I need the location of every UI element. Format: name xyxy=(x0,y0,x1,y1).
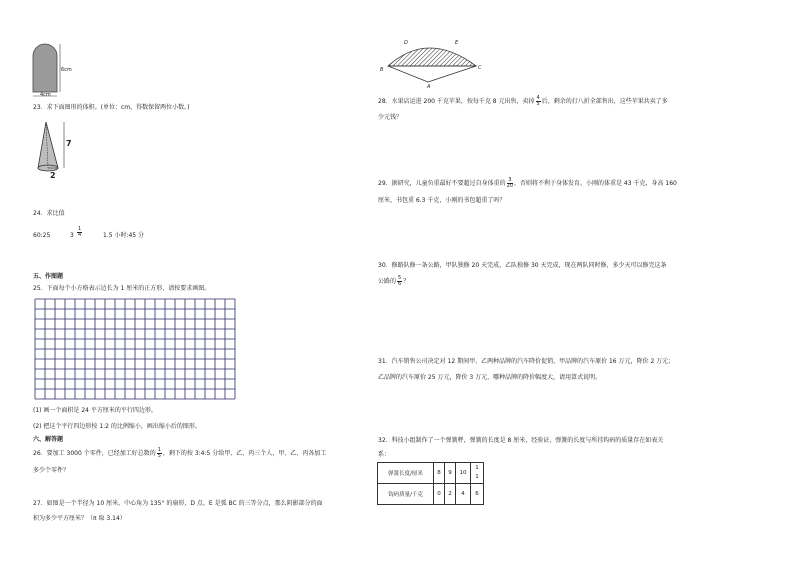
dim-height-label: 6cm xyxy=(61,67,72,73)
table-cell: 9 xyxy=(445,463,456,484)
q28-line2: 少元钱？ xyxy=(378,114,403,121)
sector-label-a: A xyxy=(427,84,431,90)
sector-label-c: C xyxy=(478,65,482,71)
sector-figure xyxy=(376,36,490,90)
sector-label-d: D xyxy=(404,40,408,46)
table-row-label: 弹簧长度/厘米 xyxy=(378,463,434,484)
cone-radius-label: 2 xyxy=(50,171,56,180)
q26-line1: 26．要加工 3000 个零件，已经加工好总数的 $\frac{1}{5}$ ，剩下的按 3:4:5 分给甲、乙、丙三个人，甲、乙、丙各加工 xyxy=(33,447,327,459)
table-row-label: 钩码质量/千克 xyxy=(378,484,434,505)
q25-sub2: (2) 把这个平行四边形按 1:2 的比例缩小，画出缩小后的图形。 xyxy=(33,423,201,430)
cone-height-label: 7 xyxy=(66,139,72,148)
q24-item-2-whole: 3 xyxy=(70,232,74,239)
table-cell: 8 xyxy=(434,463,445,484)
square-grid xyxy=(34,298,237,401)
q25-text: 25．下面每个小方格表示边长为 1 厘米的正方形，请按要求画图。 xyxy=(33,285,211,292)
q32-line2: 系： xyxy=(378,451,391,458)
table-cell: 10 xyxy=(456,463,471,484)
table-row xyxy=(378,463,484,484)
q24-item-1: 60:25 xyxy=(33,232,51,239)
q24-item-2-frac: $\frac{1}{4}$ xyxy=(78,226,82,238)
q30-line2: 公路的 $\frac{5}{6}$ ？ xyxy=(378,275,410,287)
q30-line1: 30．修路队修一条公路，甲队独修 20 天完成，乙队独修 30 天完成，现在两队同时修，多少天可以修完这条 xyxy=(378,262,667,269)
table-row xyxy=(378,484,484,505)
section-6-heading: 六、解答题 xyxy=(33,436,64,443)
q23-text: 23．求下面图形的体积。(单位：cm，得数保留两位小数。) xyxy=(33,104,190,111)
table-cell: 6 xyxy=(471,484,484,505)
sector-label-b: B xyxy=(380,67,384,73)
q27-line2: 积为多少平方厘米？（π 取 3.14） xyxy=(33,515,126,522)
q31-line2: 乙品牌的汽车原价 25 万元，降价 3 万元，哪种品牌的降价幅度大，请用算式说明。 xyxy=(378,374,602,381)
q31-line1: 31．汽车销售公司决定对 12 期间甲、乙两种品牌的汽车降价促销，甲品牌的汽车原价 16 万元，降价 2 万元； xyxy=(378,358,675,365)
q29-line1: 29．据研究，儿童负重最好不要超过自身体重的 $\frac{3}{20}$ ，否则将不利于身体发育。小刚的体重是 43 千克，身高 160 xyxy=(378,177,677,189)
q24-title: 24．求比值 xyxy=(33,210,65,217)
section-5-heading: 五、作图题 xyxy=(33,273,64,280)
q26-line2: 多少个零件？ xyxy=(33,467,70,474)
spring-table xyxy=(377,462,484,505)
dim-width-label: 4cm xyxy=(40,92,51,98)
q29-line2: 厘米，书包重 6.3 千克，小刚的书包超重了吗？ xyxy=(378,197,506,204)
sector-label-e: E xyxy=(455,40,459,46)
table-cell: 0 xyxy=(434,484,445,505)
table-cell: 1 1 xyxy=(471,463,484,484)
table-cell: 4 xyxy=(456,484,471,505)
q25-sub1: (1) 画一个面积是 24 平方厘米的平行四边形。 xyxy=(33,407,157,414)
q24-item-3: 1.5 小时:45 分 xyxy=(103,232,145,239)
q27-line1: 27．如图是一个半径为 10 厘米，中心角为 135° 的扇形，D 点、E 是弧 BC 的三等分点，那么阴影部分的面 xyxy=(33,500,323,507)
table-cell: 2 xyxy=(445,484,456,505)
q32-line1: 32．科技小组制作了一个弹簧秤，弹簧的长度是 8 厘米，经验证，弹簧的长度与所挂钩码的质量存在如表关 xyxy=(378,437,664,444)
q28-line1: 28．水果店运进 200 千克苹果，按每千克 8 元出售，卖掉 $\frac{4}{5}$ 后，剩余的打八折全部售出，这些苹果共卖了多 xyxy=(378,95,668,107)
